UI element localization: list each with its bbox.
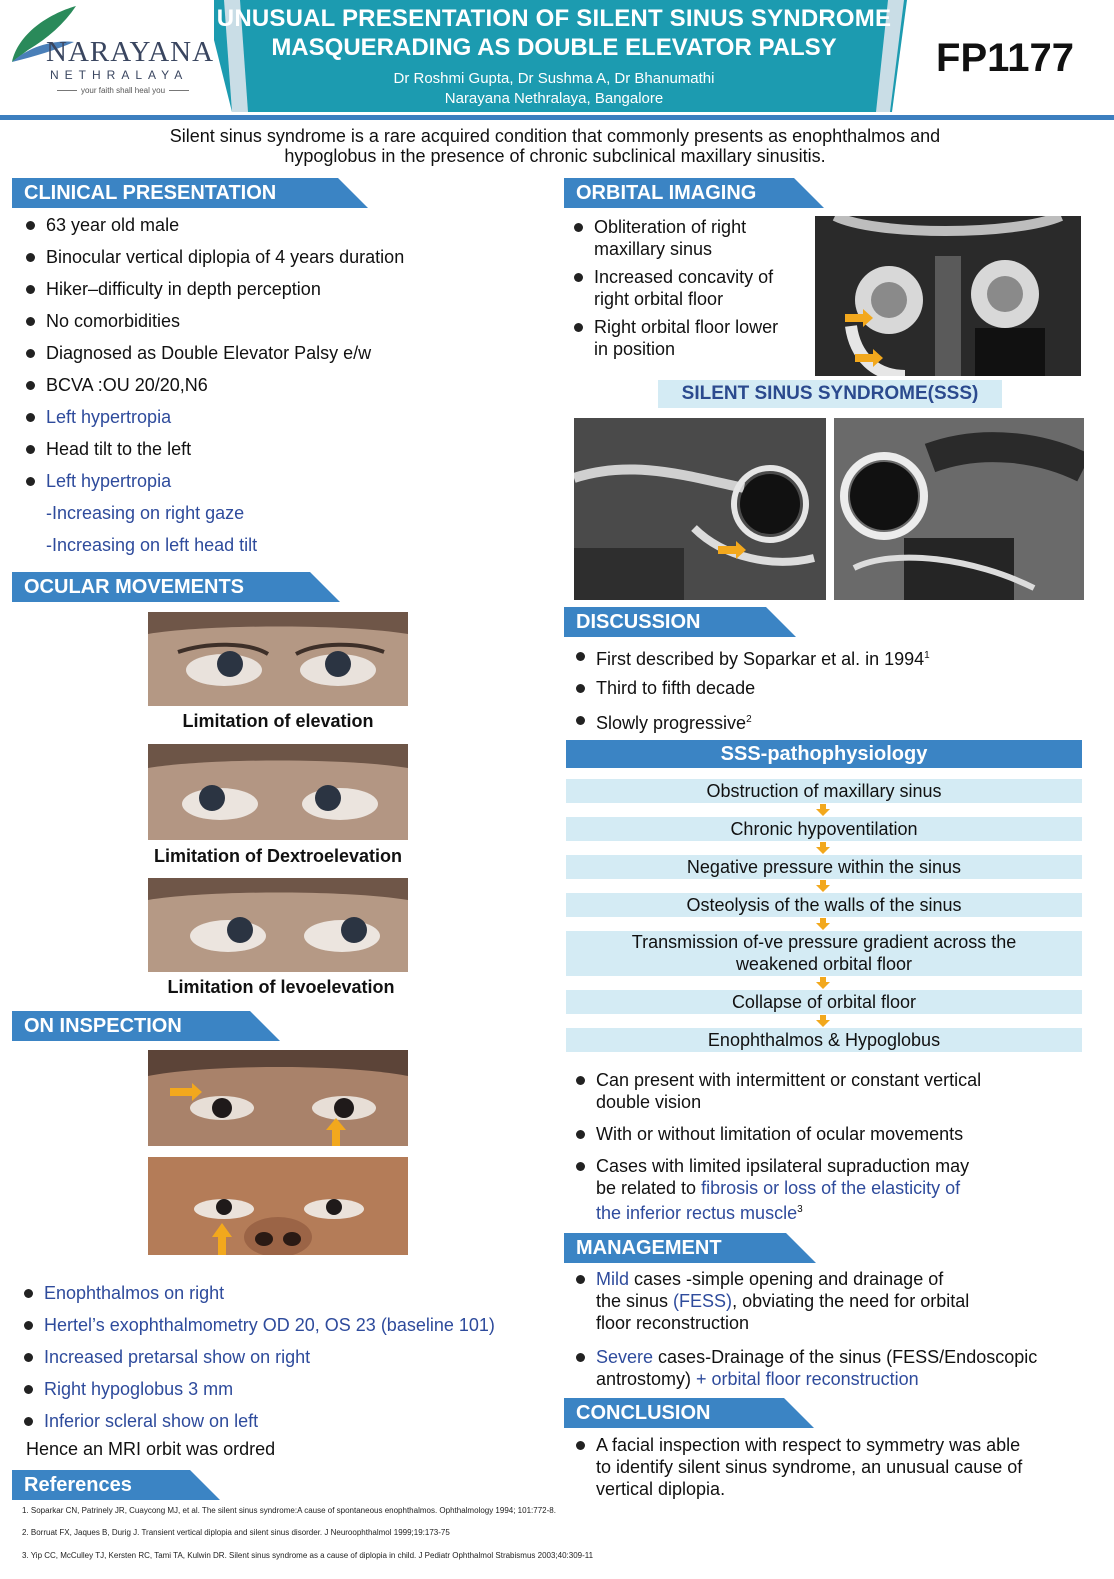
inspection-title: ON INSPECTION bbox=[24, 1015, 182, 1037]
list-item: Left hypertropia bbox=[12, 406, 552, 438]
list-item: Left hypertropia bbox=[12, 470, 552, 502]
inspection-photo-frontal bbox=[148, 1050, 408, 1146]
management-section-header bbox=[564, 1233, 816, 1263]
logo-tagline: your faith shall heal you bbox=[50, 86, 196, 95]
bullet-icon bbox=[24, 1289, 33, 1298]
list-item: Severe cases-Drainage of the sinus (FESS/Endoscopic antrostomy) + orbital floor reconstruction bbox=[562, 1346, 1102, 1396]
list-item: With or without limitation of ocular movements bbox=[562, 1123, 1092, 1155]
intro-line1: Silent sinus syndrome is a rare acquired condition that commonly presents as enophthalmos and bbox=[169, 126, 941, 146]
bullet-icon bbox=[26, 253, 35, 262]
bullet-icon bbox=[26, 317, 35, 326]
inspection-section-header bbox=[12, 1011, 280, 1041]
list-item: Inferior scleral show on left bbox=[10, 1410, 570, 1438]
list-item: A facial inspection with respect to symmetry was able to identify silent sinus syndrome, an unusual cause of vertical diplopia. bbox=[562, 1434, 1102, 1500]
poster-code: FP1177 bbox=[936, 36, 1074, 80]
reference-1: 1. Soparkar CN, Patrinely JR, Cuaycong MJ, et al. The silent sinus syndrome:A cause of spontaneous enophthalmos. Ophthalmology 1994; 101:772-8. bbox=[22, 1506, 556, 1515]
list-item: Mild cases -simple opening and drainage of the sinus (FESS), obviating the need for orbital floor reconstruction bbox=[562, 1268, 1102, 1346]
logo-subname: NETHRALAYA bbox=[50, 68, 189, 82]
poster-title-line1: UNUSUAL PRESENTATION OF SILENT SINUS SYNDROME bbox=[216, 5, 892, 32]
list-item: Binocular vertical diplopia of 4 years duration bbox=[12, 246, 552, 278]
mri-illustration bbox=[834, 418, 1084, 600]
caption-dextroelevation: Limitation of Dextroelevation bbox=[153, 846, 403, 866]
bullet-icon bbox=[576, 1076, 585, 1085]
imaging-list bbox=[560, 216, 810, 366]
arrow-down-icon bbox=[816, 977, 830, 989]
discussion-section-header bbox=[564, 607, 796, 637]
discussion-title: DISCUSSION bbox=[576, 611, 701, 633]
bullet-icon bbox=[576, 1441, 585, 1450]
inspection-photo-worms-eye bbox=[148, 1157, 408, 1255]
reference-2: 2. Borruat FX, Jaques B, Durig J. Transient vertical diplopia and silent sinus disorder. J Neuroophthalmol 1999;19:173-75 bbox=[22, 1528, 450, 1537]
list-item: Third to fifth decade bbox=[562, 677, 1082, 709]
list-item: Head tilt to the left bbox=[12, 438, 552, 470]
discussion-after-list bbox=[562, 1069, 1092, 1225]
face-illustration bbox=[148, 1157, 408, 1255]
patho-step: Collapse of orbital floor bbox=[566, 990, 1082, 1014]
arrow-down-icon bbox=[816, 1015, 830, 1027]
bullet-icon bbox=[24, 1385, 33, 1394]
arrow-down-icon bbox=[816, 842, 830, 854]
bullet-icon bbox=[24, 1321, 33, 1330]
eyes-illustration bbox=[148, 612, 408, 706]
bullet-icon bbox=[574, 273, 583, 282]
bullet-icon bbox=[26, 413, 35, 422]
arrow-down-icon bbox=[816, 880, 830, 892]
patho-step: Osteolysis of the walls of the sinus bbox=[566, 893, 1082, 917]
mri-coronal-image bbox=[815, 216, 1081, 376]
list-item: Slowly progressive$^2$ bbox=[562, 709, 1082, 741]
list-item: Hertel’s exophthalmometry OD 20, OS 23 (baseline 101) bbox=[10, 1314, 570, 1346]
eyes-photo-elevation bbox=[148, 612, 408, 706]
face-illustration bbox=[148, 1050, 408, 1146]
bullet-icon bbox=[26, 221, 35, 230]
mri-axial-image bbox=[834, 418, 1084, 600]
list-item: No comorbidities bbox=[12, 310, 552, 342]
list-item: Increased concavity of right orbital floor bbox=[560, 266, 810, 316]
list-item: Increased pretarsal show on right bbox=[10, 1346, 570, 1378]
management-list bbox=[562, 1268, 1102, 1396]
bullet-icon bbox=[26, 381, 35, 390]
bullet-icon bbox=[576, 716, 585, 725]
caption-levoelevation: Limitation of levoelevation bbox=[167, 977, 395, 997]
sss-label: SILENT SINUS SYNDROME(SSS) bbox=[658, 380, 1002, 408]
list-subitem: -Increasing on left head tilt bbox=[46, 535, 258, 555]
list-item: 63 year old male bbox=[12, 214, 552, 246]
pathophysiology-title: SSS-pathophysiology bbox=[566, 740, 1082, 768]
bullet-icon bbox=[24, 1353, 33, 1362]
list-item: Enophthalmos on right bbox=[10, 1282, 570, 1314]
bullet-icon bbox=[576, 684, 585, 693]
clinical-section-header bbox=[12, 178, 368, 208]
ocular-section-header bbox=[12, 572, 340, 602]
mri-illustration bbox=[815, 216, 1081, 376]
ocular-title: OCULAR MOVEMENTS bbox=[24, 576, 244, 598]
inspection-conclusion: Hence an MRI orbit was ordred bbox=[26, 1439, 276, 1459]
bullet-icon bbox=[576, 652, 585, 661]
inspection-list bbox=[10, 1282, 570, 1438]
clinical-list bbox=[12, 214, 552, 566]
bullet-icon bbox=[574, 323, 583, 332]
intro-text bbox=[60, 126, 1050, 166]
arrow-down-icon bbox=[816, 918, 830, 930]
eyes-illustration bbox=[148, 878, 408, 972]
bullet-icon bbox=[26, 445, 35, 454]
references-title: References bbox=[24, 1474, 132, 1496]
list-item: BCVA :OU 20/20,N6 bbox=[12, 374, 552, 406]
bullet-icon bbox=[576, 1275, 585, 1284]
institution: Narayana Nethralaya, Bangalore bbox=[444, 90, 664, 107]
conclusion-section-header bbox=[564, 1398, 814, 1428]
list-item: Hiker–difficulty in depth perception bbox=[12, 278, 552, 310]
caption-elevation: Limitation of elevation bbox=[182, 711, 374, 731]
list-item: Right orbital floor lower in position bbox=[560, 316, 810, 366]
patho-step: Obstruction of maxillary sinus bbox=[566, 779, 1082, 803]
header-rule bbox=[0, 115, 1114, 120]
patho-step: Negative pressure within the sinus bbox=[566, 855, 1082, 879]
bullet-icon bbox=[26, 477, 35, 486]
list-subitem: -Increasing on right gaze bbox=[46, 503, 245, 523]
logo-name: NARAYANA bbox=[46, 36, 215, 68]
reference-3: 3. Yip CC, McCulley TJ, Kersten RC, Tami TA, Kulwin DR. Silent sinus syndrome as a cause of diplopia in child. J Pediatr Ophthalmol Strabismus 2003;40:309-11 bbox=[22, 1551, 594, 1560]
bullet-icon bbox=[24, 1417, 33, 1426]
patho-step: Transmission of-ve pressure gradient across the weakened orbital floor bbox=[566, 931, 1082, 976]
list-item: Cases with limited ipsilateral supraduction may be related to fibrosis or loss of the elasticity of the inferior rectus muscle$^3$ bbox=[562, 1155, 1092, 1225]
mri-illustration bbox=[574, 418, 826, 600]
management-title: MANAGEMENT bbox=[576, 1237, 722, 1259]
conclusion-title: CONCLUSION bbox=[576, 1402, 711, 1424]
bullet-icon bbox=[576, 1130, 585, 1139]
imaging-section-header bbox=[564, 178, 824, 208]
references-section-header bbox=[12, 1470, 220, 1500]
bullet-icon bbox=[26, 349, 35, 358]
eyes-photo-dextroelevation bbox=[148, 744, 408, 840]
discussion-list bbox=[562, 645, 1082, 741]
eyes-photo-levoelevation bbox=[148, 878, 408, 972]
bullet-icon bbox=[574, 223, 583, 232]
intro-line2: hypoglobus in the presence of chronic subclinical maxillary sinusitis. bbox=[284, 146, 826, 166]
list-item: Obliteration of right maxillary sinus bbox=[560, 216, 810, 266]
clinical-title: CLINICAL PRESENTATION bbox=[24, 182, 277, 204]
bullet-icon bbox=[576, 1353, 585, 1362]
patho-step: Enophthalmos & Hypoglobus bbox=[566, 1028, 1082, 1052]
bullet-icon bbox=[26, 285, 35, 294]
list-item: Diagnosed as Double Elevator Palsy e/w bbox=[12, 342, 552, 374]
mri-sagittal-image bbox=[574, 418, 826, 600]
eyes-illustration bbox=[148, 744, 408, 840]
poster-title-line2: MASQUERADING AS DOUBLE ELEVATOR PALSY bbox=[271, 34, 837, 61]
arrow-down-icon bbox=[816, 804, 830, 816]
conclusion-list bbox=[562, 1434, 1102, 1500]
list-item: Right hypoglobus 3 mm bbox=[10, 1378, 570, 1410]
bullet-icon bbox=[576, 1162, 585, 1171]
authors: Dr Roshmi Gupta, Dr Sushma A, Dr Bhanumathi bbox=[393, 70, 715, 87]
list-item: Can present with intermittent or constant vertical double vision bbox=[562, 1069, 1092, 1123]
patho-step: Chronic hypoventilation bbox=[566, 817, 1082, 841]
list-item: First described by Soparkar et al. in 1994$^1$ bbox=[562, 645, 1082, 677]
imaging-title: ORBITAL IMAGING bbox=[576, 182, 757, 204]
